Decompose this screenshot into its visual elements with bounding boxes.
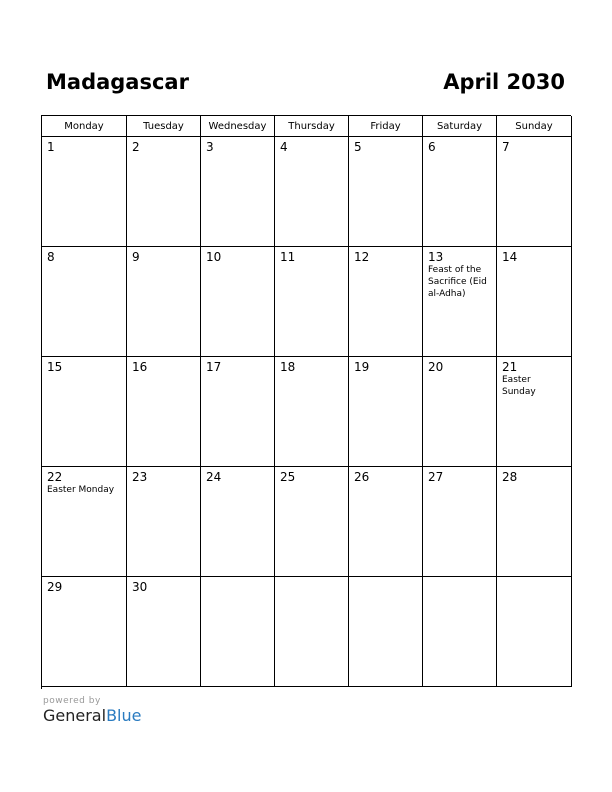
day-cell bbox=[497, 247, 572, 357]
day-cell bbox=[497, 357, 572, 467]
holiday-label: Easter Monday bbox=[47, 485, 115, 495]
day-number: 15 bbox=[47, 360, 63, 374]
day-cell bbox=[127, 357, 201, 467]
day-cell bbox=[201, 467, 275, 577]
day-number: 1 bbox=[47, 140, 55, 154]
day-number: 3 bbox=[206, 140, 214, 154]
day-cell bbox=[42, 467, 127, 577]
day-number: 13 bbox=[428, 250, 444, 264]
day-cell bbox=[275, 577, 349, 687]
month-title: April 2030 bbox=[443, 70, 565, 94]
holiday-label: Feast of the Sacrifice (Eid al-Adha) bbox=[428, 265, 487, 299]
powered-by-text: powered by bbox=[43, 696, 101, 706]
weekday-header: Monday bbox=[42, 116, 127, 137]
day-cell bbox=[127, 577, 201, 687]
day-number: 10 bbox=[206, 250, 222, 264]
day-number: 9 bbox=[132, 250, 140, 264]
weekday-header: Friday bbox=[349, 116, 423, 137]
day-cell bbox=[127, 467, 201, 577]
day-number: 25 bbox=[280, 470, 296, 484]
weekday-header: Saturday bbox=[423, 116, 497, 137]
day-number: 17 bbox=[206, 360, 222, 374]
day-cell bbox=[275, 137, 349, 247]
day-number: 7 bbox=[502, 140, 510, 154]
brand-blue: Blue bbox=[106, 706, 142, 725]
day-number: 22 bbox=[47, 470, 63, 484]
calendar-grid bbox=[41, 115, 571, 689]
day-number: 30 bbox=[132, 580, 148, 594]
day-cell bbox=[127, 137, 201, 247]
footer bbox=[43, 696, 141, 726]
day-cell bbox=[201, 247, 275, 357]
day-cell bbox=[349, 577, 423, 687]
day-number: 5 bbox=[354, 140, 362, 154]
holiday-label: Easter Sunday bbox=[502, 375, 536, 397]
day-cell bbox=[42, 357, 127, 467]
day-number: 23 bbox=[132, 470, 148, 484]
day-cell bbox=[275, 247, 349, 357]
weekday-header: Thursday bbox=[275, 116, 349, 137]
day-cell bbox=[275, 467, 349, 577]
day-number: 21 bbox=[502, 360, 518, 374]
day-cell bbox=[349, 247, 423, 357]
day-cell bbox=[349, 357, 423, 467]
day-cell bbox=[423, 577, 497, 687]
weekday-header: Wednesday bbox=[201, 116, 275, 137]
day-cell bbox=[275, 357, 349, 467]
weekday-header: Tuesday bbox=[127, 116, 201, 137]
day-number: 27 bbox=[428, 470, 444, 484]
day-cell bbox=[127, 247, 201, 357]
day-number: 8 bbox=[47, 250, 55, 264]
brand-logo bbox=[43, 706, 141, 726]
day-number: 6 bbox=[428, 140, 436, 154]
day-number: 12 bbox=[354, 250, 370, 264]
day-cell bbox=[42, 137, 127, 247]
day-cell bbox=[42, 247, 127, 357]
country-title: Madagascar bbox=[46, 70, 189, 94]
day-number: 16 bbox=[132, 360, 148, 374]
day-number: 11 bbox=[280, 250, 296, 264]
day-number: 2 bbox=[132, 140, 140, 154]
day-cell bbox=[423, 137, 497, 247]
day-cell bbox=[201, 137, 275, 247]
day-number: 26 bbox=[354, 470, 370, 484]
day-number: 19 bbox=[354, 360, 370, 374]
weekday-header: Sunday bbox=[497, 116, 572, 137]
day-number: 29 bbox=[47, 580, 63, 594]
day-number: 14 bbox=[502, 250, 518, 264]
day-cell bbox=[201, 357, 275, 467]
day-cell bbox=[349, 467, 423, 577]
day-cell bbox=[423, 467, 497, 577]
day-cell bbox=[42, 577, 127, 687]
day-number: 20 bbox=[428, 360, 444, 374]
day-cell bbox=[497, 577, 572, 687]
day-cell bbox=[497, 137, 572, 247]
day-cell bbox=[349, 137, 423, 247]
day-number: 24 bbox=[206, 470, 222, 484]
day-number: 4 bbox=[280, 140, 288, 154]
day-cell bbox=[423, 247, 497, 357]
day-cell bbox=[423, 357, 497, 467]
day-number: 28 bbox=[502, 470, 518, 484]
day-cell bbox=[201, 577, 275, 687]
day-cell bbox=[497, 467, 572, 577]
day-number: 18 bbox=[280, 360, 296, 374]
brand-general: General bbox=[43, 706, 107, 725]
